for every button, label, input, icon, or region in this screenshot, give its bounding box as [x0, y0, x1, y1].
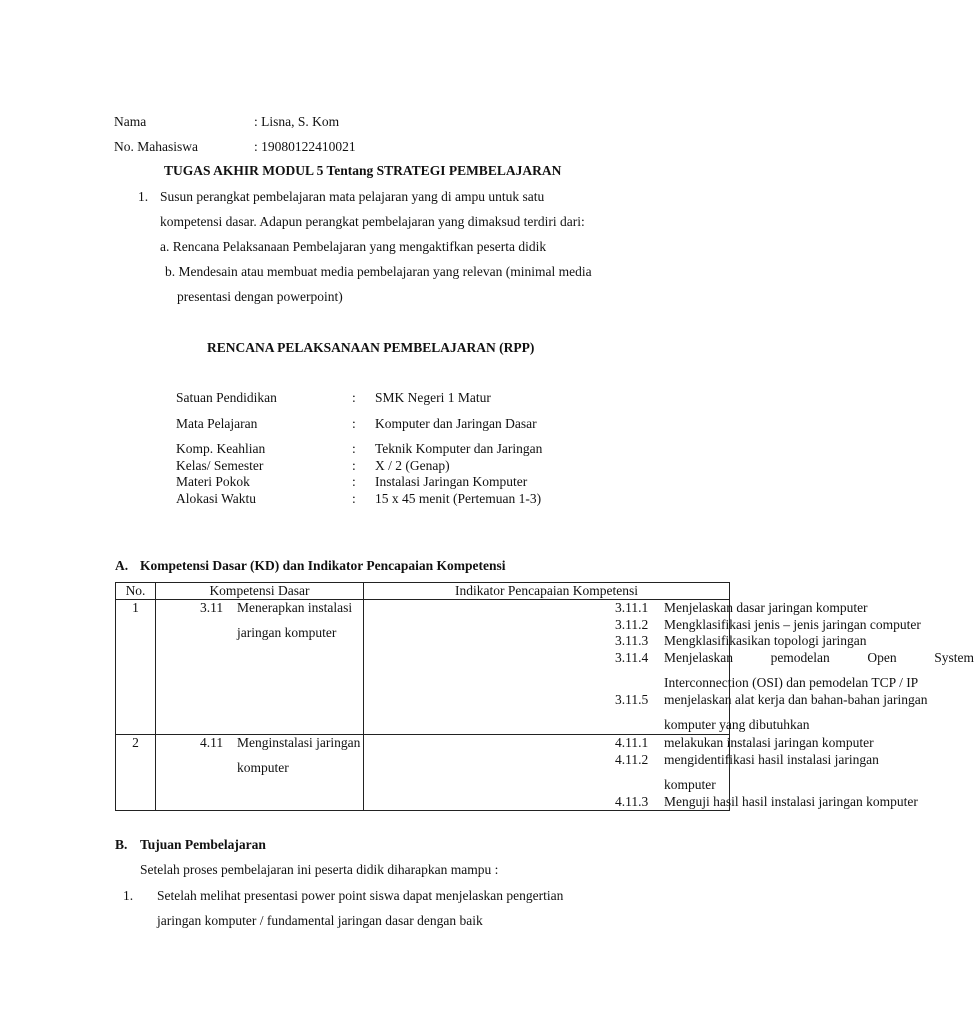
rpp-title: RENCANA PELAKSANAAN PEMBELAJARAN (RPP)	[207, 340, 535, 355]
field-label: Satuan Pendidikan	[176, 390, 277, 405]
task-sub-a: a. Rencana Pelaksanaan Pembelajaran yang mengaktifkan peserta didik	[160, 239, 547, 254]
indicator-word: System	[934, 650, 974, 665]
indicator-text-cont: komputer yang dibutuhkan	[664, 717, 810, 732]
indicator-text: Mengklasifikasi jenis – jenis jaringan computer	[664, 617, 921, 632]
indicator-code: 3.11.4	[615, 650, 649, 665]
indicator-code: 3.11.3	[615, 633, 649, 648]
task-sub-b-cont: presentasi dengan powerpoint)	[177, 289, 343, 304]
indicator-text: Mengklasifikasikan topologi jaringan	[664, 633, 867, 648]
indicator-text-cont: komputer	[664, 777, 716, 792]
field-value: 15 x 45 menit (Pertemuan 1-3)	[375, 491, 542, 506]
header-indicator: Indikator Pencapaian Kompetensi	[364, 583, 730, 600]
task-title: TUGAS AKHIR MODUL 5 Tentang STRATEGI PEMBELAJARAN	[164, 163, 562, 178]
field-value: Teknik Komputer dan Jaringan	[375, 441, 543, 456]
field-separator: :	[352, 458, 356, 473]
nim-label: No. Mahasiswa	[114, 139, 198, 154]
field-label: Kelas/ Semester	[176, 458, 264, 473]
kd-table	[115, 582, 974, 811]
task-item-line: Susun perangkat pembelajaran mata pelajaran yang di ampu untuk satu	[160, 189, 545, 204]
field-separator: :	[352, 491, 356, 506]
indicator-code: 4.11.1	[615, 735, 649, 750]
kd-text: Menerapkan instalasi	[237, 600, 353, 615]
indicator-text: mengidentifikasi hasil instalasi jaringan	[664, 752, 879, 767]
indicator-code: 3.11.2	[615, 617, 649, 632]
nim-value: : 19080122410021	[254, 139, 356, 154]
kd-code: 3.11	[200, 600, 224, 615]
row-number: 2	[132, 735, 139, 750]
name-label: Nama	[114, 114, 147, 129]
header-kd: Kompetensi Dasar	[156, 583, 364, 600]
field-label: Komp. Keahlian	[176, 441, 266, 456]
field-label: Alokasi Waktu	[176, 491, 257, 506]
task-item-line: kompetensi dasar. Adapun perangkat pembelajaran yang dimaksud terdiri dari:	[160, 214, 585, 229]
indicator-text: Menguji hasil hasil instalasi jaringan komputer	[664, 794, 918, 809]
section-b-title: Tujuan Pembelajaran	[140, 837, 266, 852]
header-no: No.	[116, 583, 156, 600]
indicator-text-cont: Interconnection (OSI) dan pemodelan TCP / IP	[664, 675, 919, 690]
row-number: 1	[132, 600, 139, 615]
indicator-word: Menjelaskan	[664, 650, 733, 665]
indicator-code: 3.11.5	[615, 692, 649, 707]
indicator-word: Open	[867, 650, 897, 665]
field-label: Materi Pokok	[176, 474, 250, 489]
section-b-intro: Setelah proses pembelajaran ini peserta didik diharapkan mampu :	[140, 862, 499, 877]
section-b-letter: B.	[115, 837, 128, 852]
field-value: Instalasi Jaringan Komputer	[375, 474, 528, 489]
kd-text: jaringan komputer	[237, 625, 337, 640]
table-row	[116, 735, 730, 811]
table-row	[116, 600, 730, 735]
indicator-code: 3.11.1	[615, 600, 649, 615]
kd-text: komputer	[237, 760, 289, 775]
field-separator: :	[352, 441, 356, 456]
indicator-code: 4.11.2	[615, 752, 649, 767]
field-value: X / 2 (Genap)	[375, 458, 450, 473]
kd-text: Menginstalasi jaringan	[237, 735, 361, 750]
field-separator: :	[352, 390, 356, 405]
name-value: : Lisna, S. Kom	[254, 114, 340, 129]
field-value: SMK Negeri 1 Matur	[375, 390, 491, 405]
field-value: Komputer dan Jaringan Dasar	[375, 416, 537, 431]
indicator-word: pemodelan	[770, 650, 830, 665]
table-header-row	[116, 583, 730, 600]
section-a-title: Kompetensi Dasar (KD) dan Indikator Pencapaian Kompetensi	[140, 558, 506, 573]
indicator-text: melakukan instalasi jaringan komputer	[664, 735, 874, 750]
section-a-letter: A.	[115, 558, 129, 573]
section-b-item-number: 1.	[123, 888, 134, 903]
indicator-text: Menjelaskan dasar jaringan komputer	[664, 600, 868, 615]
indicator-text-justified	[664, 650, 974, 666]
section-b-item-line: jaringan komputer / fundamental jaringan dasar dengan baik	[157, 913, 483, 928]
field-separator: :	[352, 416, 356, 431]
section-b-item-line: Setelah melihat presentasi power point siswa dapat menjelaskan pengertian	[157, 888, 564, 903]
task-sub-b: b. Mendesain atau membuat media pembelajaran yang relevan (minimal media	[165, 264, 592, 279]
indicator-text: menjelaskan alat kerja dan bahan-bahan jaringan	[664, 692, 928, 707]
indicator-code: 4.11.3	[615, 794, 649, 809]
field-label: Mata Pelajaran	[176, 416, 258, 431]
kd-code: 4.11	[200, 735, 224, 750]
field-separator: :	[352, 474, 356, 489]
task-item-number: 1.	[138, 189, 149, 204]
